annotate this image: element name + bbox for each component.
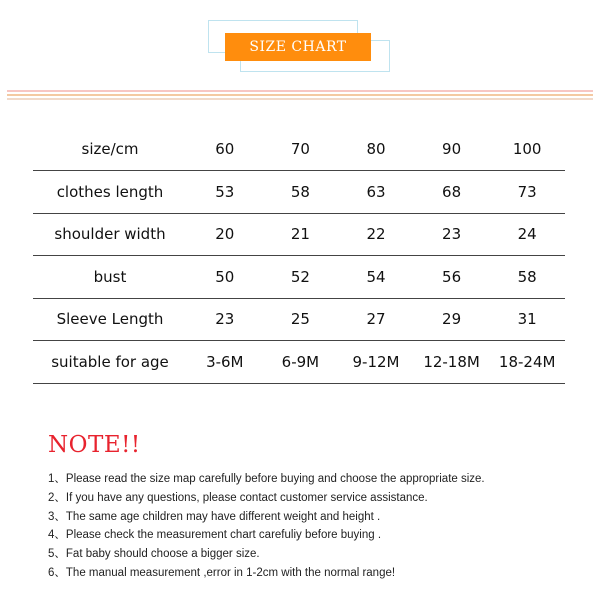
note-item: 2、If you have any questions, please contact customer service assistance. — [48, 491, 428, 504]
table-cell: 73 — [517, 182, 537, 201]
table-row — [33, 214, 565, 257]
table-cell: 27 — [366, 310, 386, 329]
table-cell: 12-18M — [423, 352, 480, 371]
table-cell: 100 — [512, 139, 542, 158]
size-table — [33, 127, 565, 384]
table-row — [33, 256, 565, 299]
divider-stripe — [7, 94, 593, 96]
row-label: clothes length — [56, 182, 164, 201]
table-row — [33, 171, 565, 214]
table-cell: 52 — [290, 267, 310, 286]
table-cell: 21 — [290, 225, 310, 244]
table-cell: 23 — [215, 310, 235, 329]
table-cell: 31 — [517, 310, 537, 329]
table-cell: 56 — [442, 267, 462, 286]
note-item: 4、Please check the measurement chart carefuliy before buying . — [48, 529, 382, 542]
table-cell: 29 — [442, 310, 462, 329]
table-cell: 54 — [366, 267, 386, 286]
row-label: size/cm — [81, 139, 139, 158]
row-label: suitable for age — [51, 352, 169, 371]
note-item: 3、The same age children may have different weight and height . — [48, 510, 381, 523]
row-label: shoulder width — [54, 225, 166, 244]
size-chart-title: SIZE CHART — [225, 33, 371, 61]
row-label: Sleeve Length — [56, 310, 164, 329]
table-cell: 23 — [442, 225, 462, 244]
divider-stripe — [7, 98, 593, 100]
table-cell: 70 — [290, 139, 310, 158]
note-list — [48, 470, 588, 583]
table-cell: 58 — [290, 182, 310, 201]
note-item: 6、The manual measurement ,error in 1-2cm with the normal range! — [48, 566, 396, 579]
note-item: 5、Fat baby should choose a bigger size. — [48, 548, 260, 561]
table-cell: 90 — [442, 139, 462, 158]
divider-stripe — [7, 90, 593, 92]
table-cell: 9-12M — [352, 352, 400, 371]
table-cell: 22 — [366, 225, 386, 244]
table-cell: 3-6M — [206, 352, 244, 371]
table-row — [33, 127, 565, 171]
table-cell: 50 — [215, 267, 235, 286]
table-cell: 24 — [517, 225, 537, 244]
table-cell: 60 — [215, 139, 235, 158]
table-cell: 80 — [366, 139, 386, 158]
table-cell: 20 — [215, 225, 235, 244]
table-cell: 18-24M — [498, 352, 556, 371]
table-cell: 68 — [442, 182, 462, 201]
row-label: bust — [93, 267, 127, 286]
table-cell: 53 — [215, 182, 235, 201]
table-cell: 63 — [366, 182, 386, 201]
note-title: NOTE!! — [48, 432, 141, 458]
table-cell: 25 — [290, 310, 310, 329]
table-cell: 6-9M — [281, 352, 320, 371]
table-row — [33, 299, 565, 342]
note-item: 1、Please read the size map carefully before buying and choose the appropriate size. — [48, 473, 485, 485]
table-cell: 58 — [517, 267, 537, 286]
table-row — [33, 341, 565, 384]
